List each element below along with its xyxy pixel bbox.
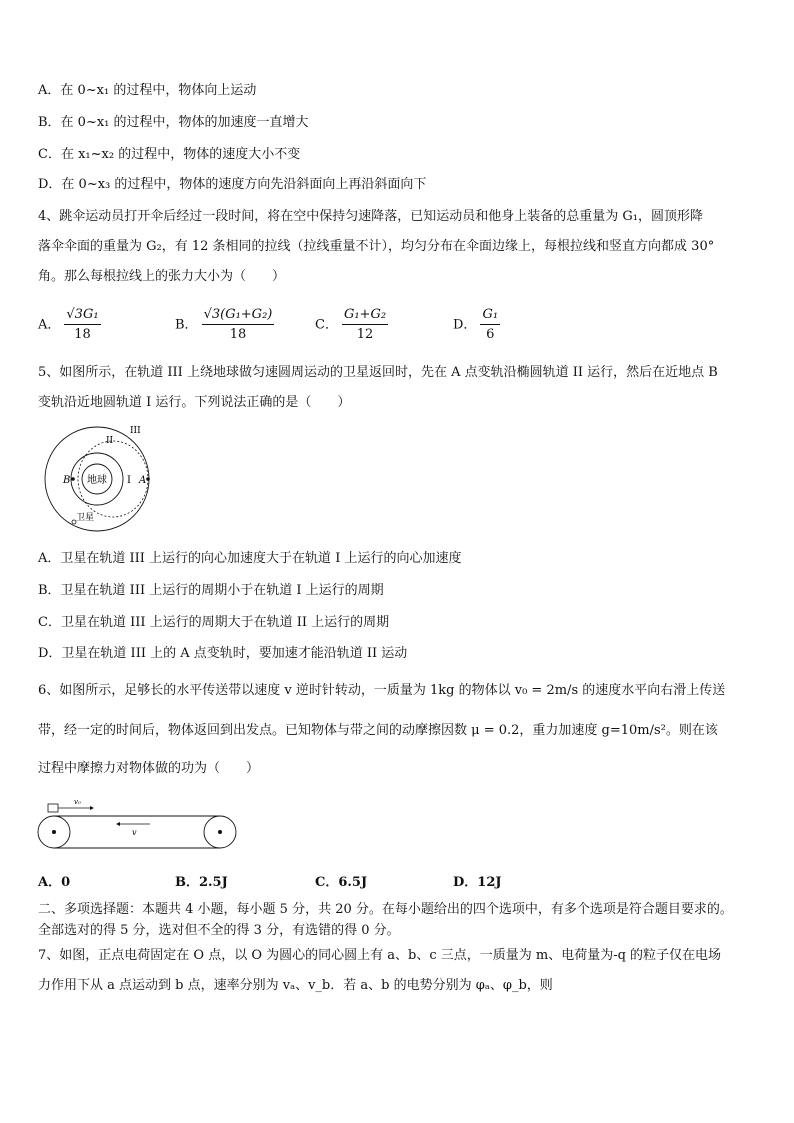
q5-stem-line2: 变轨沿近地圆轨道 I 运行。下列说法正确的是（ ） (38, 395, 351, 410)
q4-option-b (175, 306, 274, 344)
q4-option-c (315, 306, 388, 344)
point-b-dot (71, 477, 75, 481)
v0-arrowhead (90, 806, 94, 810)
orbit-i-label: I (127, 475, 131, 486)
q6-stem-line1: 6、如图所示，足够长的水平传送带以速度 v 逆时针转动，一质量为 1kg 的物体以 v₀ = 2m/s 的速度水平向右滑上传送 (38, 683, 726, 698)
q7-stem-line2: 力作用下从 a 点运动到 b 点，速率分别为 vₐ、v_b．若 a、b 的电势分别为 φₐ、φ_b，则 (38, 978, 553, 993)
q4-option-a-fraction (64, 306, 100, 344)
left-pulley-axle (52, 830, 56, 834)
conveyor-belt-diagram (36, 796, 240, 858)
q6-option-a: A．0 (38, 875, 71, 890)
orbit-diagram (40, 424, 158, 534)
q4-option-b-label: B． (175, 317, 198, 333)
v-label: v (132, 828, 137, 837)
fraction-numerator: √3G₁ (64, 306, 100, 325)
point-b-label: B (63, 475, 71, 486)
block-object (48, 804, 58, 812)
q7-stem-line1: 7、如图，正点电荷固定在 O 点，以 O 为圆心的同心圆上有 a、b、c 三点，一质量为 m、电荷量为-q 的粒子仅在电场 (38, 948, 722, 963)
section-2-heading-line2: 全部选对的得 5 分，选对但不全的得 3 分，有选错的得 0 分。 (38, 923, 400, 938)
earth-label: 地球 (87, 475, 107, 486)
fraction-numerator: G₁ (480, 306, 500, 325)
q5-option-b: B．卫星在轨道 III 上运行的周期小于在轨道 I 上运行的周期 (38, 583, 384, 598)
fraction-numerator: G₁+G₂ (342, 306, 388, 325)
q4-option-b-fraction (202, 306, 275, 344)
q3-option-d: D．在 0~x₃ 的过程中，物体的速度方向先沿斜面向上再沿斜面向下 (38, 177, 427, 192)
q6-stem-line3: 过程中摩擦力对物体做的功为（ ） (38, 761, 260, 776)
q4-option-a-label: A． (38, 317, 61, 333)
q3-option-a: A．在 0~x₁ 的过程中，物体向上运动 (38, 83, 257, 98)
q4-stem-line2: 落伞伞面的重量为 G₂，有 12 条相同的拉线（拉线重量不计），均匀分布在伞面边缘上，每根拉线和竖直方向都成 30° (38, 239, 715, 254)
q5-option-c: C．卫星在轨道 III 上运行的周期大于在轨道 II 上运行的周期 (38, 615, 390, 630)
q3-option-c: C．在 x₁~x₂ 的过程中，物体的速度大小不变 (38, 147, 301, 162)
q5-option-a: A．卫星在轨道 III 上运行的向心加速度大于在轨道 I 上运行的向心加速度 (38, 551, 462, 566)
fraction-denominator: 12 (356, 327, 374, 342)
q4-option-c-fraction (342, 306, 388, 344)
fraction-denominator: 18 (229, 327, 247, 342)
q4-option-a (38, 306, 101, 344)
satellite-label: 卫星 (76, 513, 95, 523)
q5-stem-line1: 5、如图所示，在轨道 III 上绕地球做匀速圆周运动的卫星返回时，先在 A 点变轨沿椭圆轨道 II 运行，然后在近地点 B (38, 365, 718, 380)
q4-option-d (453, 306, 500, 344)
point-a-label: A (139, 475, 147, 486)
right-pulley-axle (218, 830, 222, 834)
fraction-numerator: √3(G₁+G₂) (202, 306, 275, 325)
q6-option-d: D．12J (453, 875, 502, 890)
q4-stem-line3: 角。那么每根拉线上的张力大小为（ ） (38, 269, 286, 284)
q4-option-d-fraction (480, 306, 500, 344)
q3-option-b: B．在 0~x₁ 的过程中，物体的加速度一直增大 (38, 115, 309, 130)
q6-option-b: B．2.5J (175, 875, 228, 890)
orbit-ii-label: II (106, 436, 114, 446)
v0-label: v₀ (74, 798, 81, 806)
orbit-iii-label: III (130, 426, 141, 436)
fraction-denominator: 6 (486, 327, 495, 342)
q4-option-d-label: D． (453, 317, 477, 333)
fraction-denominator: 18 (74, 327, 91, 342)
section-2-heading-line1: 二、多项选择题：本题共 4 小题，每小题 5 分，共 20 分。在每小题给出的四个选项中，有多个选项是符合题目要求的。 (38, 902, 733, 917)
q4-option-c-label: C． (315, 317, 338, 333)
v-arrowhead (116, 822, 120, 826)
q5-option-d: D．卫星在轨道 III 上的 A 点变轨时，要加速才能沿轨道 II 运动 (38, 646, 408, 661)
point-a-dot (146, 477, 150, 481)
q4-stem-line1: 4、跳伞运动员打开伞后经过一段时间，将在空中保持匀速降落，已知运动员和他身上装备的总重量为 G₁，圆顶形降 (38, 209, 704, 224)
q6-stem-line2: 带，经一定的时间后，物体返回到出发点。已知物体与带之间的动摩擦因数 μ = 0.2，重力加速度 g=10m/s²。则在该 (38, 723, 718, 738)
q6-option-c: C．6.5J (315, 875, 368, 890)
